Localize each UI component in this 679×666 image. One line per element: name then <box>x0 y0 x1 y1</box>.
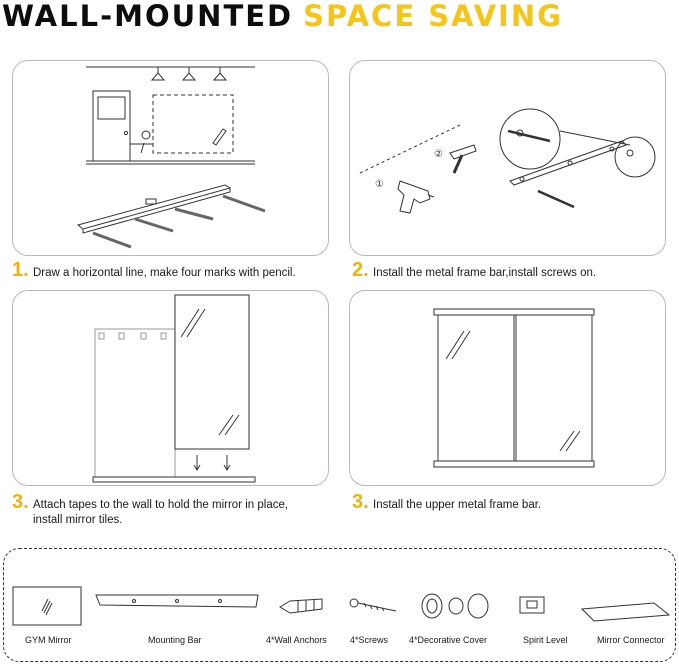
mounting-bar-icon <box>96 595 258 607</box>
step2-illustration <box>349 60 666 256</box>
step3-text-line1: Attach tapes to the wall to hold the mirror in place, <box>33 499 289 511</box>
upper-frame-bar <box>434 309 594 315</box>
step3-illustration <box>12 290 329 486</box>
page-title <box>0 0 679 36</box>
step1-text: Draw a horizontal line, make four marks with pencil. <box>33 267 296 279</box>
mounting-bar-diagram <box>78 185 265 247</box>
outlet-icon <box>142 131 150 139</box>
step4-number: 3. <box>352 491 369 513</box>
installed-mirror-tile <box>95 329 175 477</box>
step1-number: 1. <box>12 259 29 281</box>
hammer-icon <box>450 145 476 173</box>
zoom-circle-right <box>615 137 655 177</box>
mirror-left <box>438 315 514 461</box>
arrow-down-icon <box>194 455 230 470</box>
accessory-spirit-level: Spirit Level <box>523 635 568 645</box>
step2-drawing <box>350 61 666 256</box>
step1-drawing <box>13 61 329 256</box>
zoom-circle-left <box>500 109 560 169</box>
step3-text-line2: install mirror tiles. <box>33 514 123 526</box>
frame-bar-diagram <box>510 141 626 207</box>
step3-caption <box>12 492 342 532</box>
step3-drawing <box>13 291 329 486</box>
pencil-icon <box>213 129 226 145</box>
step1-caption <box>12 260 342 280</box>
accessories-drawing <box>4 549 677 663</box>
mounting-bar <box>93 477 255 482</box>
accessory-mounting-bar: Mounting Bar <box>148 635 202 645</box>
accessory-decorative-cover: 4*Decorative Cover <box>409 635 488 645</box>
step3-number: 3. <box>12 491 29 513</box>
wall-anchor-icon <box>280 599 322 613</box>
screw-icon <box>350 599 396 611</box>
step1-illustration <box>12 60 329 256</box>
step4-illustration <box>349 290 666 486</box>
title-wall-mounted: WALL-MOUNTED <box>2 0 294 33</box>
mirror-outline-dashed <box>153 95 233 153</box>
decorative-cover-icon <box>422 594 488 618</box>
drill-icon <box>398 181 434 213</box>
accessory-screws: 4*Screws <box>350 635 389 645</box>
ceiling-lamp-icon <box>152 67 226 80</box>
label-circle-2: ② <box>434 149 443 160</box>
lower-frame-bar <box>434 461 594 467</box>
step2-text: Install the metal frame bar,install screws on. <box>373 267 597 279</box>
mirror-right <box>516 315 592 461</box>
label-circle-1: ① <box>375 179 384 190</box>
title-space-saving: SPACE SAVING <box>303 0 563 33</box>
mirror-connector-icon <box>582 603 669 621</box>
step4-caption <box>352 492 679 512</box>
step4-text: Install the upper metal frame bar. <box>373 499 542 511</box>
accessory-wall-anchors: 4*Wall Anchors <box>266 635 327 645</box>
accessory-gym-mirror: GYM Mirror <box>25 635 72 645</box>
step2-number: 2. <box>352 259 369 281</box>
step2-caption <box>352 260 679 280</box>
step4-drawing <box>350 291 666 486</box>
spirit-level-icon <box>520 597 544 613</box>
accessory-mirror-connector: Mirror Connector <box>597 635 665 645</box>
mirror-tile <box>175 295 249 449</box>
tape-marks <box>99 333 166 339</box>
door-icon <box>93 91 130 161</box>
accessories-box <box>3 548 676 662</box>
